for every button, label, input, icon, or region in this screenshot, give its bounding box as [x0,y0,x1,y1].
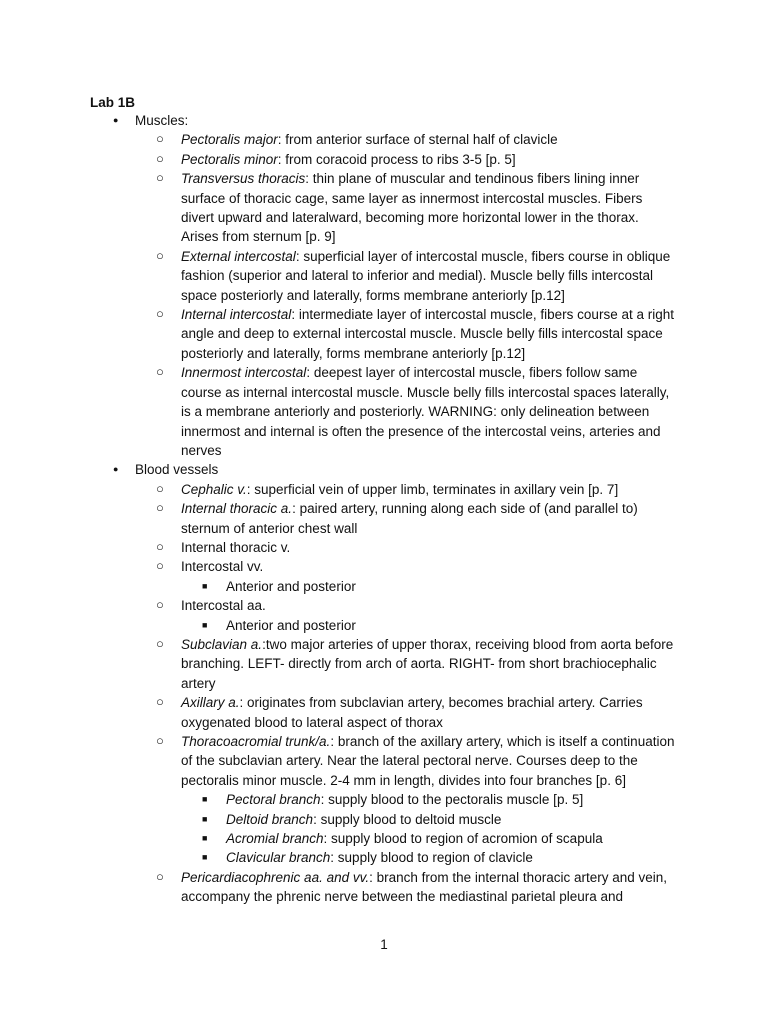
outline-list [0,111,768,907]
item-term: Pectoralis major [181,132,278,148]
bullet-icon: ○ [156,597,164,613]
item-term: Clavicular branch [226,850,331,866]
bullet-icon: ■ [202,619,208,630]
item-description: : branch of the axillary artery, which is itself a continuation of the subclavian artery. Near the lateral pectoral nerve. Courses deep to the pectoralis minor muscle. 2-4 mm in length, divides into four branches [p. 6] [181,734,675,788]
sub-list-item [0,616,768,635]
item-description: : from coracoid process to ribs 3-5 [p. 5] [277,151,516,167]
list-item [0,868,768,907]
sub-list-item [0,829,768,848]
item-description: : deepest layer of intercostal muscle, fibers follow same course as internal intercostal muscle. Muscle belly fills intercostal spaces laterally, is a membrane anteriorly and posteriorly. WARNING: only delineation between innermost and internal is often the presence of the intercostal veins, arteries and nerves [181,365,670,458]
list-item [0,538,768,557]
bullet-icon: ○ [156,558,164,574]
item-description: : supply blood to deltoid muscle [313,811,502,827]
list-item [0,635,768,693]
item-description: : intermediate layer of intercostal muscle, fibers course at a right angle and deep to external intercostal muscle. Muscle belly fills intercostal space posteriorly and laterally, forms membrane anteriorly [p.12] [181,307,674,361]
item-description: Anterior and posterior [226,578,356,594]
bullet-icon: ○ [156,538,164,554]
list-item [0,363,768,460]
bullet-icon: ● [113,464,119,475]
list-item [0,596,768,615]
page-title: Lab 1B [90,95,136,110]
item-term: Deltoid branch [226,811,314,827]
bullet-icon: ○ [156,733,164,748]
bullet-icon: ■ [202,580,208,591]
item-term: Thoracoacromial trunk/a. [181,734,331,749]
list-item [0,169,768,247]
list-item [0,557,768,576]
item-term: Acromial branch [226,831,324,847]
item-term: Internal thoracic a. [181,501,293,517]
item-description: Internal thoracic v. [181,539,291,555]
item-term: Internal intercostal [181,307,292,323]
list-item [0,247,768,305]
section-label: Muscles: [135,113,189,128]
bullet-icon: ○ [156,150,164,166]
section-label: Blood vessels [135,462,219,478]
item-description: : from anterior surface of sternal half of clavicle [277,132,558,148]
item-description: : thin plane of muscular and tendinous fibers lining inner surface of thoracic cage, same layer as innermost intercostal muscles. Fibers divert upward and lateralward, becoming more horizontal lower in the thorax. Arises from sternum [p. 9] [181,171,643,245]
bullet-icon: ○ [156,868,164,884]
item-term: Pectoralis minor [181,151,278,167]
item-term: Transversus thoracis [181,171,306,187]
bullet-icon: ○ [156,364,164,380]
item-description: : supply blood to region of acromion of scapula [323,831,603,847]
section-heading [0,111,768,130]
list-item [0,130,768,149]
list-item [0,305,768,363]
bullet-icon: ○ [156,694,164,710]
item-term: Pericardiacophrenic aa. and vv. [181,869,370,885]
list-item [0,693,768,732]
page-number: 1 [380,937,388,952]
item-description: : superficial layer of intercostal muscle, fibers course in oblique fashion (superior and lateral to inferior and medial). Muscle belly fills intercostal space posteriorly and laterally, forms membrane anteriorly [p.12] [181,248,671,303]
sub-list-item [0,810,768,829]
bullet-icon: ■ [202,794,208,805]
item-description: Intercostal vv. [181,559,264,575]
item-description: Anterior and posterior [226,617,356,633]
bullet-icon: ● [113,115,119,125]
bullet-icon: ○ [156,306,164,322]
sub-list-item [0,790,768,809]
item-description: : supply blood to the pectoralis muscle [p. 5] [320,792,584,808]
bullet-icon: ○ [156,131,164,147]
list-item [0,732,768,790]
bullet-icon: ■ [202,813,208,824]
item-term: Cephalic v. [181,481,247,497]
item-description: :two major arteries of upper thorax, receiving blood from aorta before branching. LEFT- directly from arch of aorta. RIGHT- from short brachiocephalic artery [181,636,674,691]
bullet-icon: ■ [202,833,208,844]
item-description: : supply blood to region of clavicle [330,850,533,866]
item-term: Innermost intercostal [181,365,307,381]
item-description: : superficial vein of upper limb, terminates in axillary vein [p. 7] [246,481,619,497]
item-term: External intercostal [181,248,296,264]
item-term: Pectoral branch [226,792,321,808]
list-item [0,150,768,169]
item-description: : paired artery, running along each side of (and parallel to) sternum of anterior chest wall [181,501,638,536]
bullet-icon: ○ [156,247,164,263]
sub-list-item [0,848,768,867]
item-term: Axillary a. [181,695,240,711]
item-description: Intercostal aa. [181,598,266,614]
bullet-icon: ○ [156,170,164,186]
bullet-icon: ○ [156,635,164,651]
list-item [0,480,768,499]
sub-list-item [0,577,768,596]
section-heading [0,460,768,479]
list-item [0,499,768,538]
bullet-icon: ■ [202,852,208,863]
item-description: : originates from subclavian artery, becomes brachial artery. Carries oxygenated blood to lateral aspect of thorax [181,695,643,730]
item-description: : branch from the internal thoracic artery and vein, accompany the phrenic nerve between the mediastinal parietal pleura and [181,869,668,905]
bullet-icon: ○ [156,500,164,516]
bullet-icon: ○ [156,480,164,496]
item-term: Subclavian a. [181,636,263,652]
